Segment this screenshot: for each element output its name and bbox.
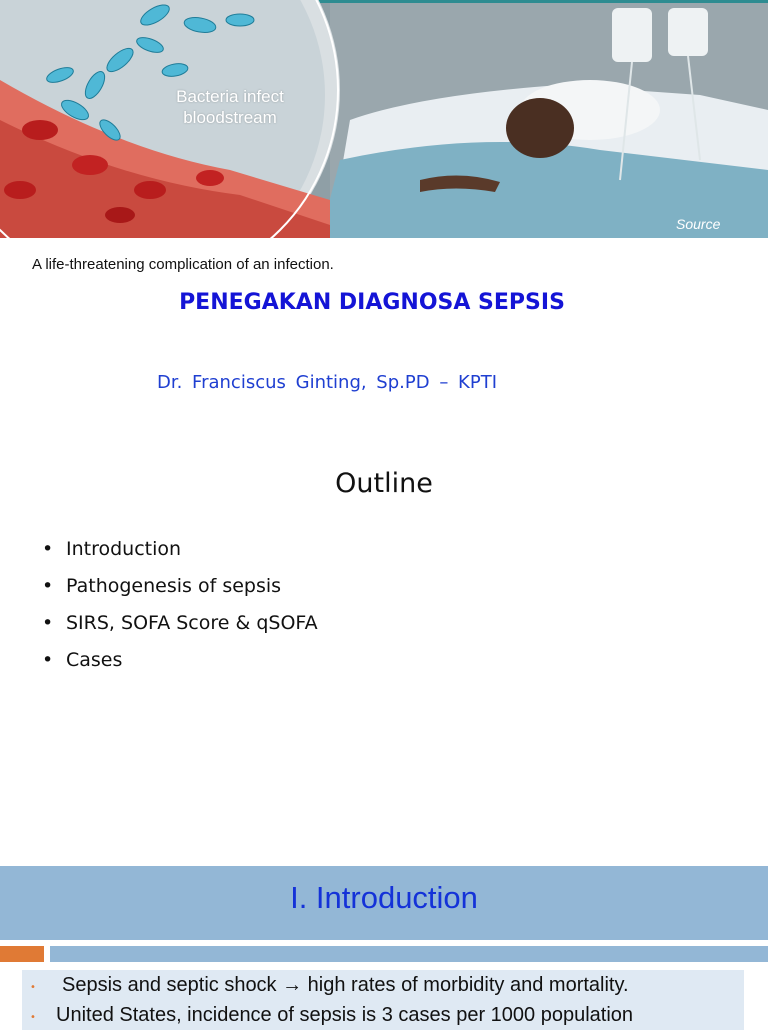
outline-item-label: SIRS, SOFA Score & qSOFA [66,612,318,634]
outline-item-label: Cases [66,649,123,671]
slide-header [0,866,768,940]
bullet-icon: • [42,538,54,560]
slide-title: I. Introduction [290,880,478,915]
outline-item [42,575,318,612]
banner-label: Bacteria infect bloodstream [176,87,284,127]
blue-accent-band [50,946,768,962]
bullet-icon: • [42,612,54,634]
banner-caption: A life-threatening complication of an infection. [32,256,334,273]
presentation-title: PENEGAKAN DIAGNOSA SEPSIS [179,290,565,315]
outline-item [42,612,318,649]
orange-accent-bar [0,946,44,962]
author-name: Dr. Franciscus Ginting, Sp.PD – KPTI [157,372,498,393]
bullet-icon: • [30,982,36,993]
bullet-icon: • [30,1012,36,1023]
outline-item-label: Introduction [66,538,182,560]
outline-list [42,538,318,686]
outline-item [42,538,318,575]
banner-artwork [0,0,768,290]
bullet-content-box [22,970,744,1030]
bullet-icon: • [42,575,54,597]
bullet-icon: • [42,649,54,671]
introduction-slide [0,866,768,1024]
sepsis-banner-illustration [0,0,768,290]
bullet-text: Sepsis and septic shock → high rates of morbidity and mortality. [62,974,629,996]
outline-item-label: Pathogenesis of sepsis [66,575,282,597]
outline-item [42,649,318,686]
outline-heading: Outline [335,468,433,499]
source-label: Source [676,216,721,232]
bullet-text: United States, incidence of sepsis is 3 cases per 1000 population [56,1004,634,1026]
